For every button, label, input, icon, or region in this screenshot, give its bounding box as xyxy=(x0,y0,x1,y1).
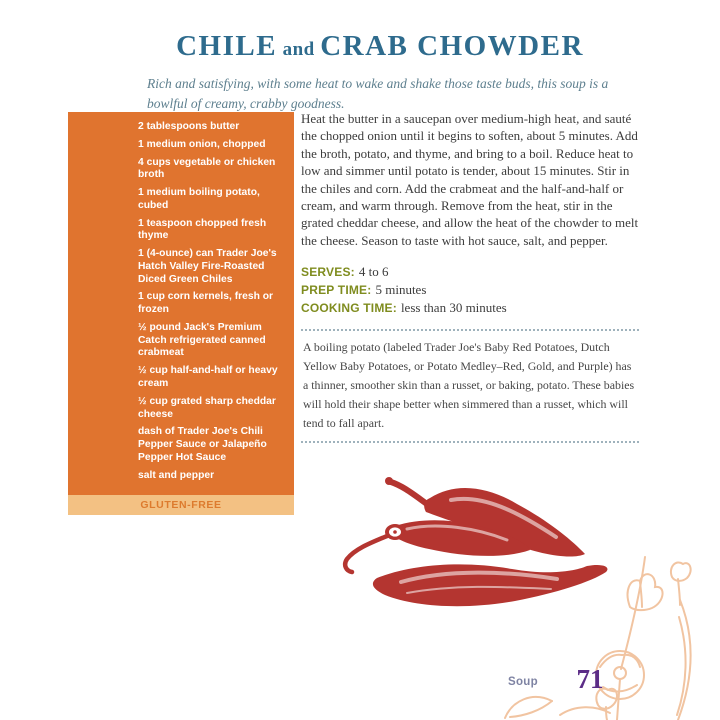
ingredient-item: 1 medium onion, chopped xyxy=(138,138,266,150)
instructions-paragraph: Heat the butter in a saucepan over medium-high heat, and sauté the chopped onion until it begins to soften, about 5 minutes. Add the broth, potato, and thyme, and bring to a boil. Reduce heat to low and simmer until potato is tender, about 15 minutes. Stir in the chiles and corn. Add the crabmeat and the half-and-half or cream, and warm through. Remove from the heat, stir in the grated cheddar cheese, and allow the heat of the chowder to melt the cheese. Season to taste with hot sauce, salt, and pepper. xyxy=(301,111,639,248)
cooking-time-row xyxy=(301,299,639,317)
prep-time-row xyxy=(301,281,639,299)
ingredient-item: salt and pepper xyxy=(138,469,215,481)
diet-badge: GLUTEN-FREE xyxy=(68,495,294,515)
tip-box xyxy=(301,329,639,443)
recipe-body xyxy=(301,110,639,443)
ingredients-panel xyxy=(68,112,294,515)
ingredient-item: 1 cup corn kernels, fresh or frozen xyxy=(138,291,274,316)
ingredient-item: ½ cup grated sharp cheddar cheese xyxy=(138,395,276,420)
ingredient-item: ½ cup half-and-half or heavy cream xyxy=(138,365,278,390)
cooking-time-label: COOKING TIME: xyxy=(301,301,397,316)
recipe-title xyxy=(140,32,620,61)
floral-flourish-illustration xyxy=(480,555,700,720)
serves-row xyxy=(301,263,639,281)
recipe-subtitle: Rich and satisfying, with some heat to wake and shake those taste buds, this soup is a bowlful of creamy, crabby goodness. xyxy=(147,76,609,111)
ingredient-item: 4 cups vegetable or chicken broth xyxy=(138,156,276,181)
cooking-time-value: less than 30 minutes xyxy=(400,300,507,316)
serves-label: SERVES: xyxy=(301,265,355,280)
ingredient-item: 1 medium boiling potato, cubed xyxy=(138,187,260,211)
ingredient-item: 2 tablespoons butter xyxy=(138,121,240,132)
ingredients-list xyxy=(68,112,294,495)
title-conjunction: and xyxy=(282,39,315,60)
footer-section-label: Soup xyxy=(508,676,538,688)
ingredient-item: 1 (4-ounce) can Trader Joe's Hatch Valley Fire-Roasted Diced Green Chiles xyxy=(138,248,277,285)
tip-text: A boiling potato (labeled Trader Joe's Baby Red Potatoes, Dutch Yellow Baby Potatoes, or Potato Medley–Red, Gold, and Purple) has a thinner, smoother skin than a russet, or baking, potato. These babies will hold their shape better when simmered than a russet, which will tend to fall apart. xyxy=(303,340,635,431)
prep-time-label: PREP TIME: xyxy=(301,283,372,298)
title-word-1: CHILE xyxy=(176,30,278,62)
ingredient-item: 1 teaspoon chopped fresh thyme xyxy=(138,217,267,242)
prep-time-value: 5 minutes xyxy=(375,282,427,298)
ingredient-item: ½ pound Jack's Premium Catch refrigerated canned crabmeat xyxy=(138,321,266,359)
meta-list xyxy=(301,263,639,317)
footer-page-number: 71 xyxy=(576,664,604,694)
ingredient-item: dash of Trader Joe's Chili Pepper Sauce or Jalapeño Pepper Hot Sauce xyxy=(138,426,267,463)
title-word-2: CRAB CHOWDER xyxy=(320,30,584,62)
serves-value: 4 to 6 xyxy=(358,264,389,280)
